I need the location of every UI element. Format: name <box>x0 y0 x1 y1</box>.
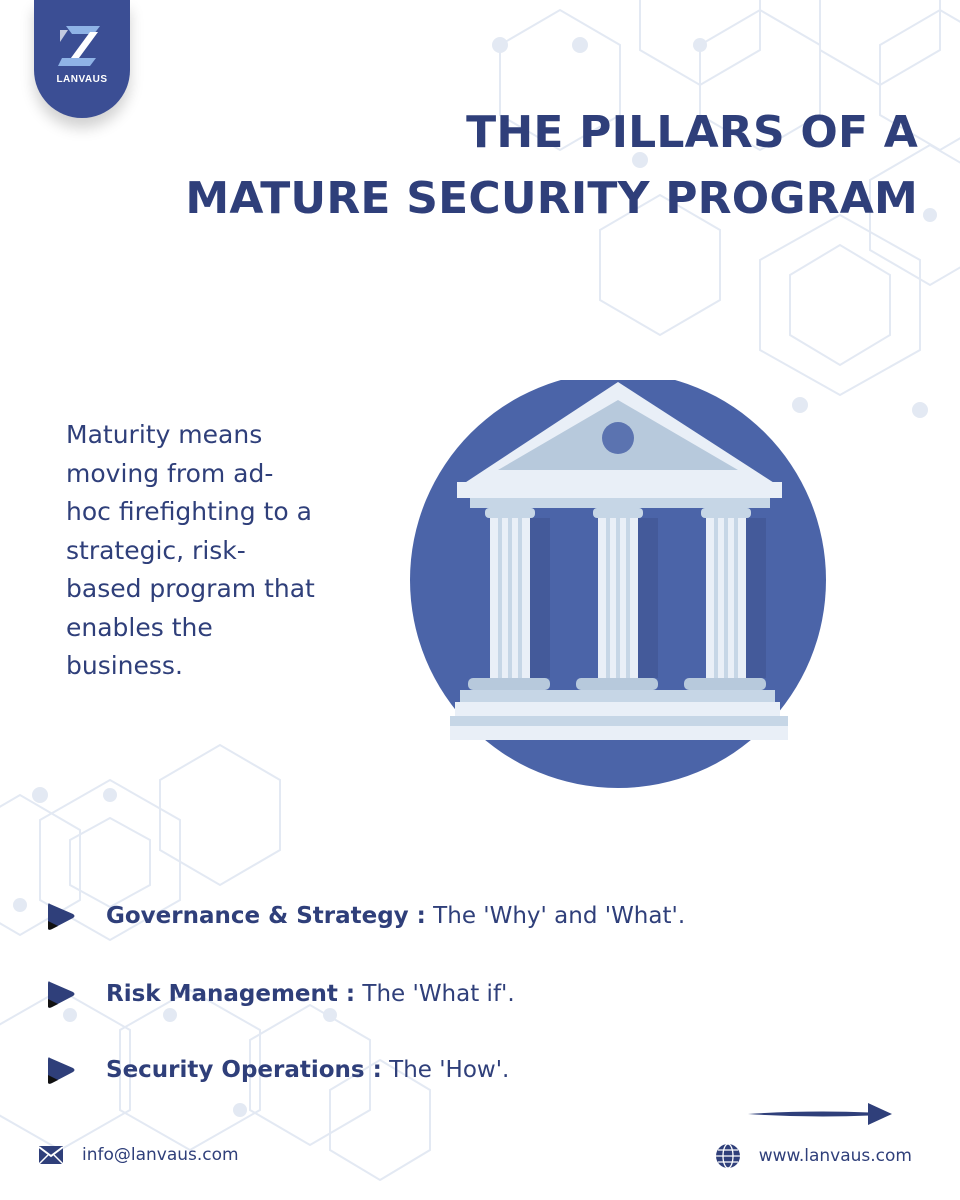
list-item <box>46 898 685 934</box>
arrow-right-icon[interactable] <box>748 1100 894 1128</box>
pillar-label: Governance & Strategy : <box>106 903 426 929</box>
brand-logo[interactable] <box>34 0 130 118</box>
list-item <box>46 1052 509 1088</box>
footer-email[interactable] <box>38 1145 239 1165</box>
globe-icon <box>715 1143 741 1169</box>
website-link[interactable]: www.lanvaus.com <box>758 1146 912 1166</box>
page-title <box>185 100 918 232</box>
title-line-1: THE PILLARS OF A <box>466 107 918 158</box>
pillar-desc: The 'Why' and 'What'. <box>425 903 686 929</box>
bank-pillars-icon <box>400 380 830 800</box>
brand-name: LANVAUS <box>56 74 108 85</box>
pillar-label: Risk Management : <box>106 981 356 1007</box>
intro-paragraph: Maturity means moving from ad-hoc firefighting to a strategic, risk-based program that enables the business. <box>66 420 315 680</box>
pillar-desc: The 'How'. <box>381 1057 510 1083</box>
pillar-label: Security Operations : <box>106 1057 382 1083</box>
envelope-icon <box>38 1145 64 1165</box>
play-arrow-icon <box>46 1055 76 1085</box>
pillar-desc: The 'What if'. <box>355 981 515 1007</box>
play-arrow-icon <box>46 979 76 1009</box>
email-link[interactable]: info@lanvaus.com <box>82 1145 239 1165</box>
list-item <box>46 976 515 1012</box>
footer-website[interactable] <box>715 1143 912 1169</box>
title-line-2: MATURE SECURITY PROGRAM <box>185 173 918 224</box>
play-arrow-icon <box>46 901 76 931</box>
lanvaus-logo-icon <box>56 22 108 70</box>
